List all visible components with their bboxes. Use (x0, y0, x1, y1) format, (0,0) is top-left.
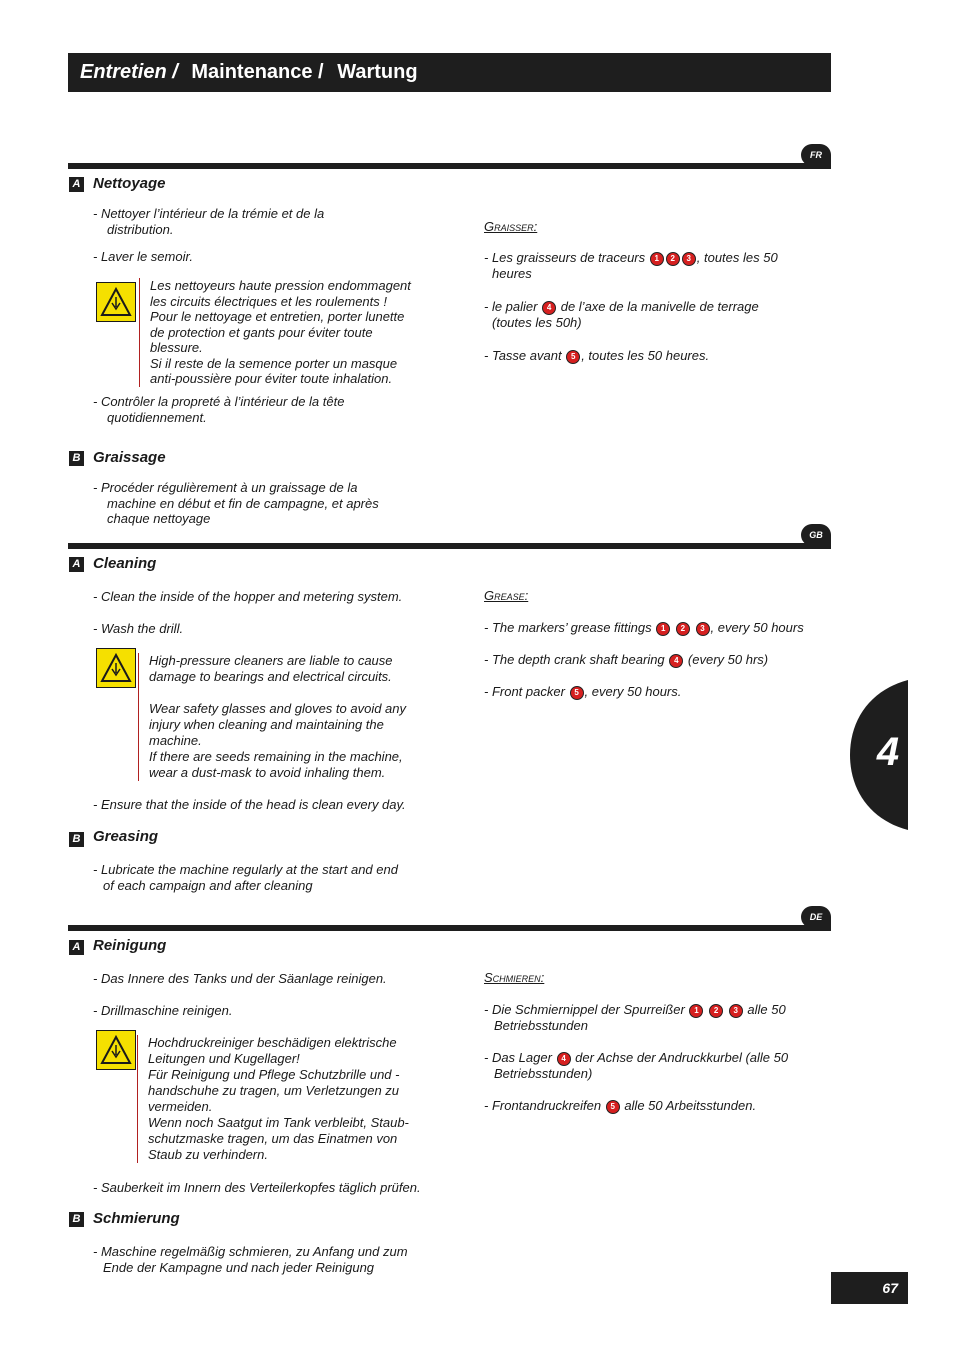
label-b-gb: B (69, 832, 84, 847)
de-grease-item-1: - Die Schmiernippel der Spurreißer 1 2 3 alle 50 Betriebsstunden (484, 1002, 786, 1033)
de-grease-item-3: - Frontandruckreifen 5 alle 50 Arbeitsstunden. (484, 1098, 757, 1113)
fr-cleaning-item-3: - Contrôler la propreté à l’intérieur de la tête quotidiennement. (93, 394, 345, 425)
de-grease-item-2: - Das Lager 4 der Achse der Andruckkurbel (alle 50 Betriebsstunden) (484, 1050, 789, 1081)
badge-2: 2 (666, 252, 680, 266)
badge-3: 3 (682, 252, 696, 266)
gb-cleaning-item-2: - Wash the drill. (93, 621, 184, 636)
badge-5: 5 (570, 686, 584, 700)
label-a-gb: A (69, 557, 84, 572)
fr-grease-item-2: - le palier 4 de l’axe de la manivelle de terrage (toutes les 50h) (484, 299, 759, 330)
fr-grease-item-1: - Les graisseurs de traceurs 1 2 3 , toutes les 50 heures (484, 250, 778, 281)
section-rule-de (68, 925, 831, 931)
gb-grease-title: Grease: (484, 588, 529, 603)
section-rule-fr (68, 163, 831, 169)
title-gb: Maintenance / (191, 61, 324, 83)
section-rule-gb (68, 543, 831, 549)
badge-2: 2 (709, 1004, 723, 1018)
heading-greasing: Greasing (93, 828, 159, 845)
badge-4: 4 (542, 301, 556, 315)
fr-greasing-item: - Procéder régulièrement à un graissage de la machine en début et fin de campagne, et après chaque nettoyage (93, 480, 379, 526)
gb-greasing-item: - Lubricate the machine regularly at the start and end of each campaign and after cleaning (93, 862, 398, 893)
gb-cleaning-item-3: - Ensure that the inside of the head is clean every day. (93, 797, 406, 812)
badge-5: 5 (566, 350, 580, 364)
badge-5: 5 (606, 1100, 620, 1114)
label-a-de: A (69, 940, 84, 955)
gb-grease-item-2: - The depth crank shaft bearing 4 (every 50 hrs) (484, 652, 769, 667)
heading-nettoyage: Nettoyage (93, 175, 166, 192)
lang-tab-gb: GB (801, 524, 831, 546)
fr-cleaning-item-2: - Laver le semoir. (93, 249, 193, 264)
warning-text-gb: High-pressure cleaners are liable to cause damage to bearings and electrical circuits. Wear safety glasses and gloves to avoid any injury when cleaning and maintaining the machine. If there are seeds remaining in the machine, wear a dust-mask to avoid inhaling them. (138, 653, 439, 781)
de-grease-title: Schmieren: (484, 970, 545, 985)
de-cleaning-item-1: - Das Innere des Tanks und der Säanlage reinigen. (93, 971, 387, 986)
title-fr: Entretien / (80, 61, 178, 83)
de-greasing-item: - Maschine regelmäßig schmieren, zu Anfang und zum Ende der Kampagne und nach jeder Reinigung (93, 1244, 408, 1275)
heading-schmierung: Schmierung (93, 1210, 180, 1227)
title-de: Wartung (337, 61, 418, 83)
warning-icon (96, 282, 136, 322)
warning-text-fr: Les nettoyeurs haute pression endommagent les circuits électriques et les roulements ! Pour le nettoyage et entretien, porter lunette de protection et gants pour éviter toute blessure. Si il reste de la semence porter un masque anti-poussière pour éviter toute inhalation. (139, 278, 440, 387)
badge-4: 4 (669, 654, 683, 668)
gb-grease-item-1: - The markers’ grease fittings 1 2 3 , every 50 hours (484, 620, 804, 635)
warning-icon (96, 1030, 136, 1070)
warning-text-de: Hochdruckreiniger beschädigen elektrische Leitungen und Kugellager! Für Reinigung und Pflege Schutzbrille und - handschuhe zu tragen, um Verletzungen zu vermeiden. Wenn noch Saatgut im Tank verbleibt, Staub- schutzmaske tragen, um das Einatmen von Staub zu verhindern. (137, 1035, 448, 1163)
gb-grease-item-3: - Front packer 5 , every 50 hours. (484, 684, 682, 699)
page-number: 67 (831, 1272, 908, 1304)
page-title (80, 58, 426, 86)
heading-cleaning: Cleaning (93, 555, 157, 572)
fr-cleaning-item-1: - Nettoyer l’intérieur de la trémie et de la distribution. (93, 206, 325, 237)
de-cleaning-item-3: - Sauberkeit im Innern des Verteilerkopfes täglich prüfen. (93, 1180, 421, 1195)
gb-cleaning-item-1: - Clean the inside of the hopper and metering system. (93, 589, 403, 604)
de-cleaning-item-2: - Drillmaschine reinigen. (93, 1003, 233, 1018)
chapter-number: 4 (876, 730, 900, 774)
badge-4: 4 (557, 1052, 571, 1066)
badge-1: 1 (656, 622, 670, 636)
badge-1: 1 (689, 1004, 703, 1018)
label-b-fr: B (69, 451, 84, 466)
label-a-fr: A (69, 177, 84, 192)
label-b-de: B (69, 1212, 84, 1227)
lang-tab-de: DE (801, 906, 831, 928)
fr-grease-item-3: - Tasse avant 5 , toutes les 50 heures. (484, 348, 710, 363)
lang-tab-fr: FR (801, 144, 831, 166)
badge-1: 1 (650, 252, 664, 266)
fr-grease-title: Graisser: (484, 219, 538, 234)
heading-graissage: Graissage (93, 449, 166, 466)
badge-3: 3 (696, 622, 710, 636)
badge-2: 2 (676, 622, 690, 636)
badge-3: 3 (729, 1004, 743, 1018)
heading-reinigung: Reinigung (93, 937, 167, 954)
warning-icon (96, 648, 136, 688)
